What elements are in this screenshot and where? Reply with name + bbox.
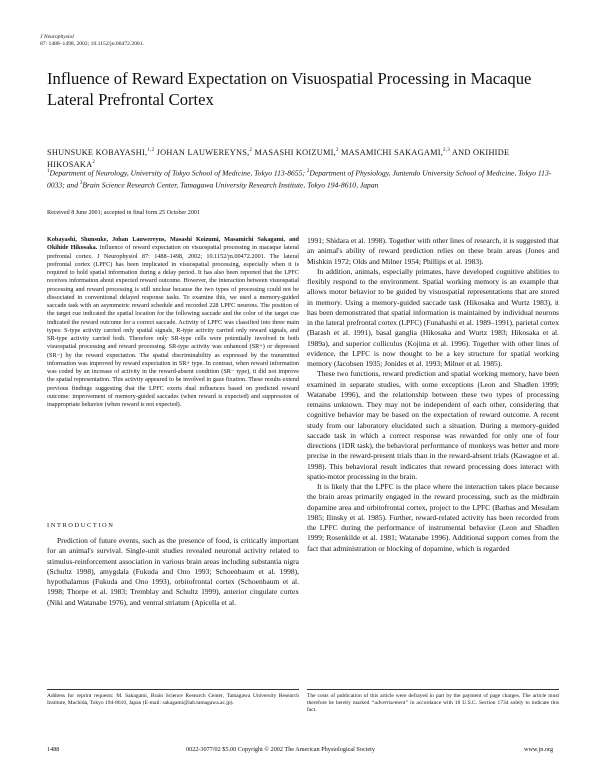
intro-paragraph: Prediction of future events, such as the presence of food, is critically important for an animal's survival. Single-unit studies revealed neuronal activity related to stimulus-reinforcement association in various brain areas including substantia nigra (Schultz 1998), amygdala (Fukuda and Ono 1993; Schoenbaum et al. 1998), hypothalamus (Fukuda and Ono 1993), orbitofrontal cortex (Schoenbaum et al. 1998; Thorpe et al. 1983; Tremblay and Schultz 1999), anterior cingulate cortex (Niki and Watanabe 1976), and ventral striatum (Apicella et al.: [47, 536, 299, 607]
received-dates: Received 8 June 2001; accepted in final form 25 October 2001: [47, 210, 200, 216]
copyright-line: 0022-3077/02 $5.00 Copyright © 2002 The American Physiological Society: [186, 746, 375, 753]
right-paragraph-2: In addition, animals, especially primates, have developed cognitive abilities to flexibly respond to the environment. Spatial working memory is an example that allows motor behavior to be guided by visuospatial representations that are stored in memory. Using a memory-guided saccade task (Hikosaka and Wurtz 1983), it has been demonstrated that spatial information is maintained by individual neurons in the lateral prefrontal cortex (LPFC) (Funahashi et al. 1989–1991), parietal cortex (Barash et al. 1991), basal ganglia (Hikosaka and Wurtz 1983; Hikosaka et al. 1989a), and superior colliculus (Kojima et al. 1996). Together with other lines of evidence, the LPFC is now thought to be a key structure for spatial working memory (Jacobsen 1935; Jonides et al. 1993; Milner et al. 1985).: [307, 266, 559, 368]
page-number: 1488: [47, 746, 60, 753]
author-list: SHUNSUKE KOBAYASHI,$^{1,2}$ JOHAN LAUWEREYNS,$^2$ MASASHI KOIZUMI,$^2$ MASAMICHI SAKAGAMI,$^{2,3}$ AND OKIHIDE HIKOSAKA$^2$: [47, 147, 510, 170]
publication-cost-footnote: The costs of publication of this article were defrayed in part by the payment of page charges. The article must therefore be hereby marked ‘‘advertisement’’ in accordance with 18 U.S.C. Section 1734 solely to indicate this fact.: [307, 693, 559, 713]
right-paragraph-4: It is likely that the LPFC is the place where the interaction takes place because the brain areas primarily engaged in the reward processing, such as the midbrain dopamine area and orbitofrontal cortex, project to the LPFC (Barbas and Mesulam 1985; Ilinsky et al. 1985). Further, reward-related activity has been recorded from the LPFC during the performance of instrumental behavior (Leon and Shadlen 1999; Rosenkilde et al. 1981; Watanabe 1996). Additional support comes from the fact that administration or blocking of dopamine, which is regarded: [307, 482, 559, 553]
journal-name: J Neurophysiol: [40, 34, 74, 40]
intro-heading: INTRODUCTION: [47, 522, 115, 529]
abstract: [47, 236, 299, 409]
journal-website: www.jn.org: [524, 746, 554, 753]
abstract-citation: Kobayashi, Shunsuke, Johan Lauwereyns, Masashi Koizumi, Masamichi Sakagami, and Okihide Hikosaka.: [47, 236, 299, 252]
journal-reference: 87: 1488–1498, 2002; 10.1152/jn.00472.2001.: [40, 41, 144, 47]
footnote-rule-left: [47, 689, 299, 690]
journal-header: [40, 34, 144, 48]
abstract-text: Influence of reward expectation on visuospatial processing in macaque lateral prefrontal cortex. J Neurophysiol 87: 1488–1498, 2002; 10.1152/jn.00472.2001. The lateral prefrontal cortex (LPFC) has been implicated in visuospatial processing, especially when it is required to hold spatial information during a delay period. It has also been reported that the LPFC receives information about expected reward outcome. However, the interaction between visuospatial processing and reward processing is still unclear because the two types of processing could not be dissociated in conventional delayed response tasks. To examine this, we used a memory-guided saccade task with an asymmetric reward schedule and recorded 228 LPFC neurons. The position of the target cue indicated the spatial location for the following saccade and the color of the target cue indicated the reward outcome for a correct saccade. Activity of LPFC was classified into three main types: S-type activity carried only spatial signals, R-type activity carried only reward signals, and SR-type activity carried both. Therefore only SR-type cells were potentially involved in both visuospatial processing and reward processing. SR-type activity was enhanced (SR+) or depressed (SR−) by the reward expectation. The spatial discriminability as expressed by the transmitted information was improved by reward expectation in SR+ type. In contrast, when reward information was coded by an increase of activity in the reward-absent condition (SR− type), it did not improve the spatial representation. This activity appeared to be involved in gaze fixation. These results extend previous findings suggesting that the LPFC exerts dual influences based on predicted reward outcome: improvement of memory-guided saccades (when reward is expected) and suppression of inappropriate behavior (when reward is not expected).: [47, 244, 299, 408]
right-paragraph-3: These two functions, reward prediction and spatial working memory, have been examined in separate studies, with some exceptions (Leon and Shadlen 1999; Watanabe 1996), and the relationship between these two types of processing remains unknown. They may not be independent of each other, considering that cognitive behavior may be based on the expectation of reward outcome. A recent study from our laboratory elucidated such a situation. During a memory-guided saccade task in which a correct response was rewarded for only one of four directions (1DR task), the behavioral performance of monkeys was better and more precise in the reward-present trials than in the reward-absent trials (Kawagoe et al. 1998). This behavioral result indicates that reward processing does interact with spatio-motor processing in the brain.: [307, 369, 559, 481]
reprint-footnote: Address for reprint requests: M. Sakagami, Brain Science Research Center, Tamagawa University Research Institute, Machida, Tokyo 194-8610, Japan (E-mail: sakagami@lab.tamagawa.ac.jp).: [47, 693, 299, 706]
affiliations: $^1$Department of Neurology, University of Tokyo School of Medicine, Tokyo 113-8655; $^2$Department of Physiology, Juntendo University School of Medicine, Tokyo 113-0033; and $^3$Brain Science Research Center, Tamagawa University Research Institute, Tokyo 194-8610, Japan: [47, 168, 552, 190]
footnote-rule-right: [307, 689, 559, 690]
article-title: Influence of Reward Expectation on Visuospatial Processing in Macaque Lateral Prefrontal Cortex: [47, 69, 532, 109]
right-paragraph-1: 1991; Shidara et al. 1998). Together with other lines of research, it is suggested that an animal's ability of reward prediction relies on these brain areas (Jones and Mishkin 1972; Olds and Milner 1954; Phillips et al. 1983).: [307, 236, 559, 266]
intro-left-column: [47, 536, 299, 608]
right-column: [307, 236, 559, 554]
